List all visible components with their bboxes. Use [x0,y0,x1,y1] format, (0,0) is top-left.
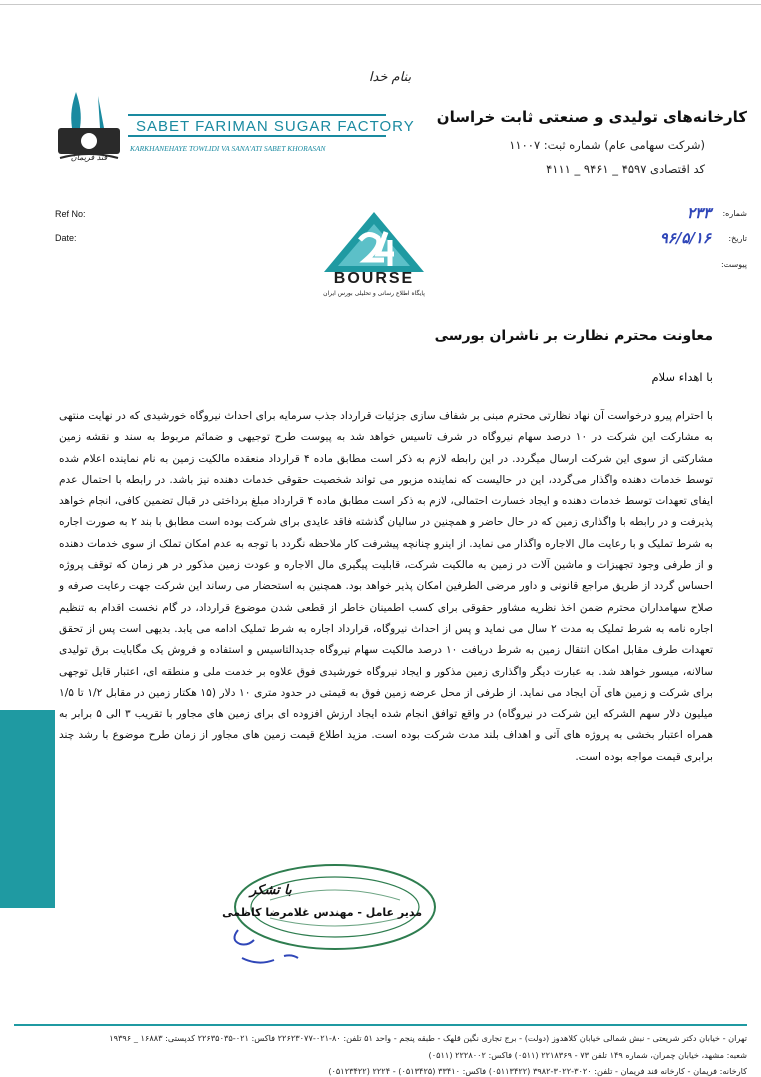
addressee: معاونت محترم نظارت بر ناشران بورسی [434,328,713,344]
signer-name: مدیر عامل - مهندس غلامرضا کاظمی [222,906,422,919]
attachment-label: پیوست: [720,260,747,269]
footer-address-factory: کارخانه: فریمان - کارخانه قند فریمان - تلفن: ۳۰۲۰-۳۰۲۲-۳۹۸۲ (۰۵۱۱۳۴۲۲) فاکس: ۳۳۴۱۰ (۰۵۱۳۴۲۵) - ۲۲۲۴ (۰۵۱۲۳۴۲۲) [328,1066,747,1076]
greeting: با اهداء سلام [651,370,713,384]
footer-address-tehran: تهران - خیابان دکتر شریعتی - نبش شمالی خیابان کلاهدوز (دولت) - برج تجاری نگین قلهک - طبقه پنجم - واحد ۵۱ تلفن: ۸۰-۰۲۱-۲۲۶۲۳۰۷۷ فاکس: ۰۲۱-۲۲۶۳۵۰۳۵ کدپستی: ۱۶۸۸۳ _ ۱۹۳۹۶ [109,1033,747,1043]
logo-subtitle: KARKHANEHAYE TOWLIDI VA SANA'ATI SABET KHORASAN [130,144,326,153]
letter-body: با احترام پیرو درخواست آن نهاد نظارتی محترم مبنی بر شفاف سازی جزئیات قرارداد جذب سرمایه برای احداث نیروگاه خورشیدی که در نهایت منتهی به مشارکت این شرکت در ۱۰ درصد سهام نیروگاه در شرف تاسیس خواهد شد به پیوست طرح توجیهی و ضمائم مربوط به سند و نقشه زمین مشارکتی از سوی این شرکت ارسال میگردد. در این رابطه لازم به ذکر است مطابق ماده ۴ قرارداد منعقده مالکیت زمین به نام نماینده اعلام شده توسط خدمات دهنده واگذار می‌گردد، این در حالیست که نماینده مزبور می تواند شخصیت حقوقی خدمات دهنده نیز باشد. در رابطه با احتمال عدم ایفای تعهدات توسط خدمات دهنده و ایجاد خسارت احتمالی، لازم به ذکر است مطابق ماده ۴ قرارداد مبلغ برداختی در قبال تضمین کافی، انجام خواهد پذیرفت و در رابطه با واگذاری زمین که در حال حاضر و همچنین در سالیان گذشته فاقد عایدی برای شرکت بوده است مطابق با بند ۲ به صورت اجاره به شرط تملیک و با رعایت مال الاجاره واگذار می نماید. از اینرو چنانچه پیشرفت کار ملاحظه نگردد با توجه به عدم امکان تملک از سوی خدمات دهنده و از طرفی وجود تجهیزات و ماشین آلات در زمین به مالکیت شرکت، قابلیت پیگیری مال الاجاره و عودت زمین مذکور در هر زمان که توقف پروژه احساس گردد از طریق مراجع قانونی و داور مرضی الطرفین امکان پذیر خواهد بود. همچنین به استحضار می رساند این شرکت جهت رعایت صرفه و صلاح سهامداران محترم ضمن اخذ نظریه مشاور حقوقی برای کسب اطمینان خاطر از قطعی شدن موضوع قرارداد، در گام نخست اقدام به تنظیم اجاره نامه به شرط تملیک به مدت ۲ سال می نماید و پس از احداث نیروگاه، قرارداد اجاره به شرط تملیک ادامه می یابد. بدیهی است پس از تحقق تعهدات طرف مقابل امکان انتقال زمین به شرط دریافت ۱۰ درصد مالکیت سهام نیروگاه جدیدالتاسیس و استفاده و فروش یک مگابایت برق تولیدی سالانه، میسور خواهد شد. به عبارت دیگر واگذاری زمین مذکور و ایجاد نیروگاه خورشیدی فوق علاوه بر خدمت ملی و منطقه ای، اعتبار قابل توجهی برای شرکت و زمین های آن ایجاد می نماید. از طرفی از محل عرضه زمین فوق به قیمتی در حدود متری ۱۰ دلار (۱۵ هکتار زمین در مقابل ۱/۲ تا ۱/۵ میلیون دلار سهم الشرکه این شرکت در نیروگاه) در واقع توافق انجام شده ایجاد ارزش افزوده ای برای زمین های مجاور با تقریب ۳ الی ۵ برابر به همراه اعتبار بخشی به پروژه های آتی و اهداف بلند مدت شرکت بوده است. مزید اطلاع قیمت زمین های مجاور از زمان طرح موضوع با رشد چند برابری قیمت مواجه بوده است. [59,410,714,763]
date-label-fa: تاریخ: [728,234,747,243]
emblem-caption: قند فریمان [70,153,108,162]
footer-address-mashhad: شعبه: مشهد، خیابان چمران، شماره ۱۴۹ تلفن ۷۳ - ۲۲۱۸۳۶۹ (۰۵۱۱) فاکس: ۲۲۲۸۰۰۲ (۰۵۱۱) [428,1050,747,1060]
company-registration: (شرکت سهامی عام) شماره ثبت: ۱۱۰۰۷ [509,138,705,152]
company-name: کارخانه‌های تولیدی و صنعتی ثابت خراسان [436,108,747,126]
economic-code: کد اقتصادی ۴۵۹۷ _ ۹۴۶۱ _ ۴۱۱۱ [546,162,705,176]
date-label: Date: [55,233,77,243]
logo-rule [128,114,386,116]
scan-edge [0,4,761,5]
margin-color-bar [0,710,55,908]
letter-number-value: ۲۳۳ [686,204,711,222]
number-label: شماره: [722,209,747,218]
bourse-wordmark: BOURSE [333,270,415,287]
logo-rule [128,135,386,137]
handwritten-signature-icon [228,926,318,970]
logo-english-name: SABET FARIMAN SUGAR FACTORY [136,118,415,135]
bismillah-heading: بنام خدا [368,70,412,85]
bourse-subtitle: پایگاه اطلاع رسانی و تحلیلی بورس ایران [323,290,425,297]
letter-date-value: ۹۶/۵/۱۶ [659,229,711,247]
signature-thanks: با تشکر [250,883,292,898]
footer-rule [14,1024,747,1026]
ref-no-label: Ref No: [55,209,86,219]
